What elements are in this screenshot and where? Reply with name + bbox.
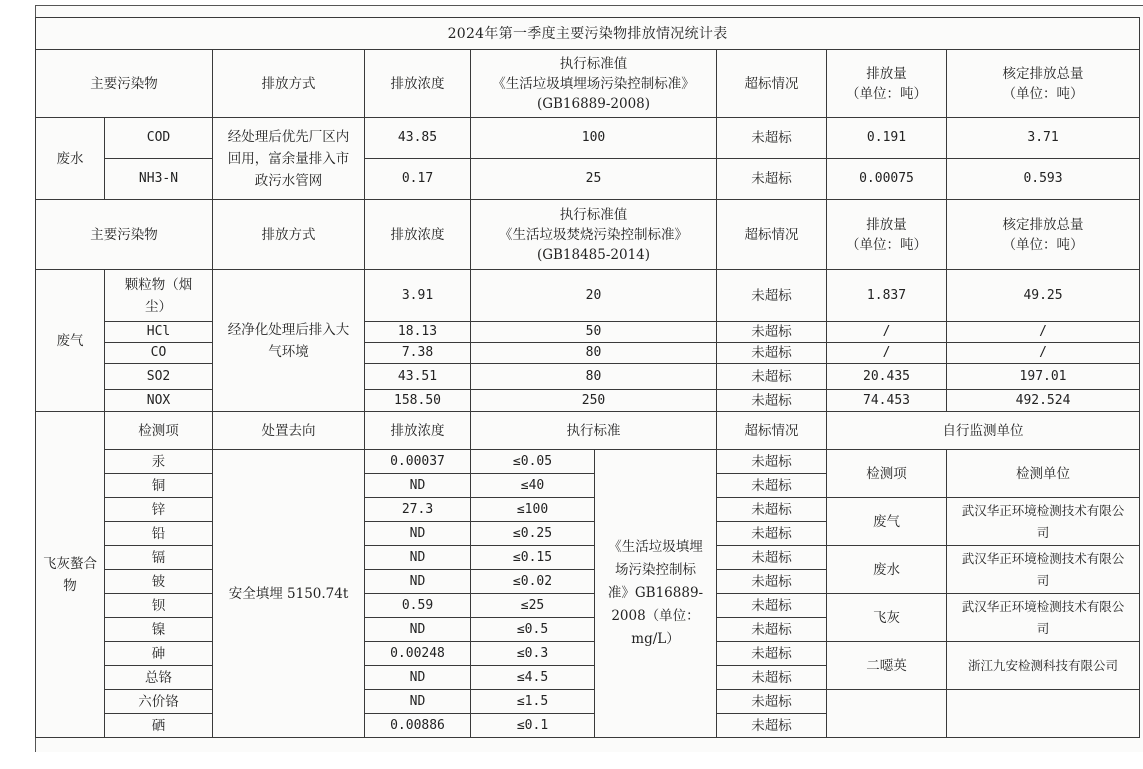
header-concentration: 排放浓度	[365, 50, 471, 118]
emission-line2: （单位：吨）	[846, 85, 927, 102]
total-line1: 核定排放总量	[1002, 216, 1084, 233]
monitor-header-unit: 检测单位	[947, 450, 1140, 498]
exceed-status: 未超标	[717, 474, 827, 498]
header-total	[947, 200, 1140, 270]
concentration-value: 0.00037	[365, 450, 471, 474]
header-concentration: 排放浓度	[365, 200, 471, 270]
exceed-status: 未超标	[717, 714, 827, 738]
total-value: 492.524	[947, 390, 1140, 412]
fly-ash-standard: 《生活垃圾填埋场污染控制标准》GB16889-2008（单位：mg/L）	[595, 450, 717, 738]
monitor-unit: 武汉华正环境检测技术有限公司	[947, 594, 1140, 642]
table-row	[36, 690, 1140, 714]
table-row	[36, 498, 1140, 522]
emission-line2: （单位：吨）	[846, 236, 927, 253]
header-standard	[471, 200, 717, 270]
concentration-value: 18.13	[365, 322, 471, 343]
total-value: /	[947, 343, 1140, 364]
monitor-empty-cell	[827, 690, 947, 738]
total-value: 0.593	[947, 159, 1140, 200]
total-value: 49.25	[947, 270, 1140, 322]
table-row	[36, 450, 1140, 474]
header-exceed: 超标情况	[717, 412, 827, 450]
item-name: 钡	[105, 594, 213, 618]
concentration-value: ND	[365, 618, 471, 642]
table-row	[36, 546, 1140, 570]
exceed-status: 未超标	[717, 618, 827, 642]
concentration-value: 27.3	[365, 498, 471, 522]
pollutant-name: SO2	[105, 364, 213, 390]
monitor-item: 飞灰	[827, 594, 947, 642]
standard-name: 《生活垃圾填埋场污染控制标准》	[492, 75, 695, 92]
exceed-status: 未超标	[717, 450, 827, 474]
item-name: 铍	[105, 570, 213, 594]
emission-value: /	[827, 322, 947, 343]
concentration-value: ND	[365, 666, 471, 690]
standard-line1: 执行标准值	[559, 206, 628, 223]
header-concentration: 排放浓度	[365, 412, 471, 450]
limit-value: ≤25	[471, 594, 595, 618]
item-name: 硒	[105, 714, 213, 738]
fly-ash-category	[36, 412, 105, 738]
concentration-value: 158.50	[365, 390, 471, 412]
total-line2: （单位：吨）	[1002, 85, 1084, 102]
monitor-header-item: 检测项	[827, 450, 947, 498]
header-pollutant: 主要污染物	[36, 50, 213, 118]
fly-ash-destination: 安全填埋 5150.74t	[213, 450, 365, 738]
total-value: 197.01	[947, 364, 1140, 390]
exceed-status: 未超标	[717, 642, 827, 666]
monitor-item: 二噁英	[827, 642, 947, 690]
wastewater-header-row	[36, 50, 1140, 118]
table-row	[36, 390, 1140, 412]
concentration-value: ND	[365, 474, 471, 498]
concentration-value: 43.85	[365, 118, 471, 159]
header-emission	[827, 50, 947, 118]
header-exceed: 超标情况	[717, 50, 827, 118]
concentration-value: 0.17	[365, 159, 471, 200]
concentration-value: ND	[365, 690, 471, 714]
limit-value: ≤40	[471, 474, 595, 498]
limit-value: ≤0.15	[471, 546, 595, 570]
monitor-empty-cell	[947, 690, 1140, 738]
limit-value: ≤4.5	[471, 666, 595, 690]
table-row	[36, 118, 1140, 159]
fly-ash-category-label: 飞灰螯合物	[43, 555, 97, 594]
waste-gas-method: 经净化处理后排入大气环境	[213, 270, 365, 412]
header-destination: 处置去向	[213, 412, 365, 450]
pollutant-name: COD	[105, 118, 213, 159]
limit-value: ≤100	[471, 498, 595, 522]
concentration-value: ND	[365, 570, 471, 594]
total-line2: （单位：吨）	[1002, 236, 1084, 253]
standard-code: (GB18485-2014)	[536, 246, 651, 263]
header-standard	[471, 50, 717, 118]
concentration-value: 43.51	[365, 364, 471, 390]
pollutant-name: HCl	[105, 322, 213, 343]
concentration-value: 0.00248	[365, 642, 471, 666]
standard-value: 80	[471, 343, 717, 364]
total-value: 3.71	[947, 118, 1140, 159]
exceed-status: 未超标	[717, 690, 827, 714]
item-name: 镉	[105, 546, 213, 570]
item-name: 砷	[105, 642, 213, 666]
item-name: 锌	[105, 498, 213, 522]
exceed-status: 未超标	[717, 498, 827, 522]
header-emission	[827, 200, 947, 270]
standard-name: 《生活垃圾焚烧污染控制标准》	[499, 226, 688, 243]
emission-value: /	[827, 343, 947, 364]
wastewater-category: 废水	[36, 118, 105, 200]
total-line1: 核定排放总量	[1002, 65, 1084, 82]
table-row	[36, 364, 1140, 390]
emission-value: 0.00075	[827, 159, 947, 200]
limit-value: ≤0.05	[471, 450, 595, 474]
concentration-value: 0.59	[365, 594, 471, 618]
pollutant-name: NOX	[105, 390, 213, 412]
header-pollutant: 主要污染物	[36, 200, 213, 270]
emission-value: 0.191	[827, 118, 947, 159]
exceed-status: 未超标	[717, 570, 827, 594]
exceed-status: 未超标	[717, 594, 827, 618]
header-method: 排放方式	[213, 200, 365, 270]
standard-value: 20	[471, 270, 717, 322]
header-exceed: 超标情况	[717, 200, 827, 270]
pollutant-name: NH3-N	[105, 159, 213, 200]
concentration-value: 7.38	[365, 343, 471, 364]
table-row	[36, 642, 1140, 666]
standard-line1: 执行标准值	[559, 55, 628, 72]
waste-gas-category: 废气	[36, 270, 105, 412]
limit-value: ≤1.5	[471, 690, 595, 714]
exceed-status: 未超标	[717, 364, 827, 390]
standard-code: (GB16889-2008)	[536, 95, 651, 112]
item-name: 铅	[105, 522, 213, 546]
table-row	[36, 159, 1140, 200]
item-name: 铜	[105, 474, 213, 498]
monitor-unit: 武汉华正环境检测技术有限公司	[947, 498, 1140, 546]
table-row	[36, 270, 1140, 322]
concentration-value: ND	[365, 546, 471, 570]
pollutant-name: 颗粒物（烟尘）	[105, 270, 213, 322]
exceed-status: 未超标	[717, 666, 827, 690]
concentration-value: ND	[365, 522, 471, 546]
table-row	[36, 322, 1140, 343]
table-title: 2024年第一季度主要污染物排放情况统计表	[36, 18, 1140, 50]
concentration-value: 0.00886	[365, 714, 471, 738]
emission-line1: 排放量	[866, 65, 907, 82]
concentration-value: 3.91	[365, 270, 471, 322]
header-method: 排放方式	[213, 50, 365, 118]
total-value: /	[947, 322, 1140, 343]
limit-value: ≤0.02	[471, 570, 595, 594]
emission-line1: 排放量	[866, 216, 907, 233]
waste-gas-header-row	[36, 200, 1140, 270]
exceed-status: 未超标	[717, 159, 827, 200]
emission-value: 1.837	[827, 270, 947, 322]
standard-value: 250	[471, 390, 717, 412]
monitor-unit: 武汉华正环境检测技术有限公司	[947, 546, 1140, 594]
limit-value: ≤0.25	[471, 522, 595, 546]
limit-value: ≤0.3	[471, 642, 595, 666]
pollutant-name: CO	[105, 343, 213, 364]
fly-ash-header-row	[36, 412, 1140, 450]
exceed-status: 未超标	[717, 390, 827, 412]
limit-value: ≤0.5	[471, 618, 595, 642]
monitor-item: 废气	[827, 498, 947, 546]
item-name: 汞	[105, 450, 213, 474]
item-name: 六价铬	[105, 690, 213, 714]
table-row	[36, 343, 1140, 364]
emission-value: 74.453	[827, 390, 947, 412]
header-standard: 执行标准	[471, 412, 717, 450]
monitor-item: 废水	[827, 546, 947, 594]
standard-value: 50	[471, 322, 717, 343]
emission-value: 20.435	[827, 364, 947, 390]
emission-statistics-table	[35, 17, 1140, 738]
exceed-status: 未超标	[717, 522, 827, 546]
exceed-status: 未超标	[717, 343, 827, 364]
limit-value: ≤0.1	[471, 714, 595, 738]
table-row	[36, 594, 1140, 618]
header-monitor: 自行监测单位	[827, 412, 1140, 450]
wastewater-method: 经处理后优先厂区内回用，富余量排入市政污水管网	[213, 118, 365, 200]
exceed-status: 未超标	[717, 270, 827, 322]
monitor-unit: 浙江九安检测科技有限公司	[947, 642, 1140, 690]
exceed-status: 未超标	[717, 322, 827, 343]
exceed-status: 未超标	[717, 546, 827, 570]
header-item: 检测项	[105, 412, 213, 450]
standard-value: 100	[471, 118, 717, 159]
standard-value: 80	[471, 364, 717, 390]
header-total	[947, 50, 1140, 118]
item-name: 镍	[105, 618, 213, 642]
exceed-status: 未超标	[717, 118, 827, 159]
item-name: 总铬	[105, 666, 213, 690]
standard-value: 25	[471, 159, 717, 200]
